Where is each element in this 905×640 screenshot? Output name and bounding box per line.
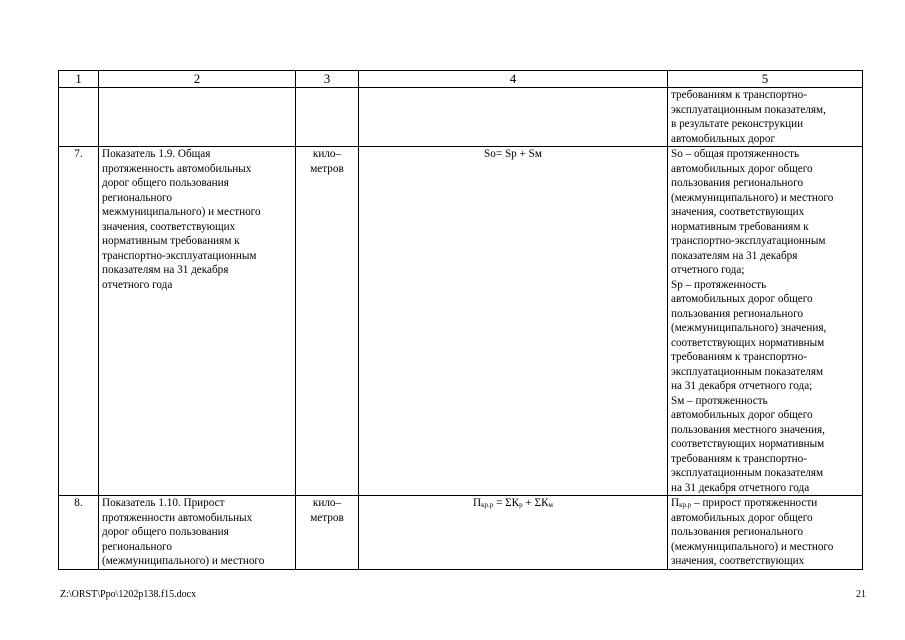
description-line: автомобильных дорог общего	[671, 293, 813, 305]
unit-line: кило–	[312, 497, 342, 509]
indicator-name-line: протяженность автомобильных	[102, 162, 252, 175]
indicator-name-line: Показатель 1.9. Общая	[102, 148, 211, 160]
description-line: требованиям к транспортно-	[671, 351, 807, 363]
indicator-name-line: нормативным требованиям к	[102, 235, 240, 247]
indicator-name-line: (межмуниципального) и местного	[102, 555, 265, 567]
table-header-row	[59, 71, 863, 88]
description-line: $П_{кр.р}$ – прирост протяженности	[671, 497, 818, 509]
table-row-continuation	[59, 88, 863, 147]
description-line: значения, соответствующих	[671, 555, 805, 567]
page-number: 21	[856, 589, 866, 600]
indicator-name-line: дорог общего пользования	[102, 177, 229, 189]
description-line: автомобильных дорог общего	[671, 162, 813, 175]
description-line: транспортно-эксплуатационным	[671, 235, 826, 247]
description-line: соответствующих нормативным	[671, 336, 825, 349]
description-line: требованиям к транспортно-	[671, 89, 807, 101]
indicator-name-line: значения, соответствующих	[102, 220, 236, 233]
table-row-7	[59, 147, 863, 496]
indicator-name-line: транспортно-эксплуатационным	[102, 249, 257, 262]
header-cell-3: 3	[296, 71, 359, 88]
formula-cell	[359, 88, 668, 147]
description-line: эксплуатационным показателям,	[671, 103, 826, 116]
description-line: пользования регионального	[671, 526, 804, 538]
description-cell	[668, 496, 863, 570]
formula-cell	[359, 496, 668, 570]
indicator-name-line: регионального	[102, 540, 172, 553]
indicator-name-cell	[99, 496, 296, 570]
description-line: требованиям к транспортно-	[671, 452, 807, 465]
unit-line: метров	[310, 162, 344, 175]
description-line: пользования регионального	[671, 307, 804, 320]
indicator-name-line: Показатель 1.10. Прирост	[102, 497, 225, 509]
header-cell-4: 4	[359, 71, 668, 88]
description-line: автомобильных дорог	[671, 132, 776, 145]
description-line: пользования регионального	[671, 177, 804, 189]
unit-cell	[296, 88, 359, 147]
formula-cell: Sо= Sр + Sм	[359, 147, 668, 496]
description-line: автомобильных дорог общего	[671, 409, 813, 421]
indicator-name-line: показателям на 31 декабря	[102, 264, 229, 276]
unit-cell	[296, 496, 359, 570]
unit-line: метров	[310, 511, 344, 524]
description-line: соответствующих нормативным	[671, 438, 825, 450]
indicator-name-line: межмуниципального) и местного	[102, 206, 261, 218]
description-line: (межмуниципального) и местного	[671, 191, 834, 204]
description-line: нормативным требованиям к	[671, 220, 809, 233]
indicator-name-line: дорог общего пользования	[102, 526, 229, 538]
table-row-8	[59, 496, 863, 570]
description-line: на 31 декабря отчетного года;	[671, 380, 813, 392]
indicator-name-line: протяженности автомобильных	[102, 511, 253, 524]
row-number-cell	[59, 88, 99, 147]
header-cell-1: 1	[59, 71, 99, 88]
unit-line: кило–	[312, 148, 342, 160]
row-number-cell: 8.	[59, 496, 99, 570]
indicator-table	[58, 70, 863, 570]
indicator-name-cell	[99, 88, 296, 147]
description-cell	[668, 147, 863, 496]
indicator-name-line: отчетного года	[102, 278, 173, 291]
indicator-name-cell	[99, 147, 296, 496]
unit-cell	[296, 147, 359, 496]
header-cell-5: 5	[668, 71, 863, 88]
description-line: на 31 декабря отчетного года	[671, 481, 810, 494]
description-cell	[668, 88, 863, 147]
description-line: (межмуниципального) и местного	[671, 540, 834, 553]
description-line: показателям на 31 декабря	[671, 249, 798, 262]
description-line: Sм – протяженность	[671, 394, 768, 407]
description-line: Sр – протяженность	[671, 278, 767, 291]
description-line: пользования местного значения,	[671, 423, 825, 436]
description-line: в результате реконструкции	[671, 118, 804, 130]
header-cell-2: 2	[99, 71, 296, 88]
description-line: эксплуатационным показателям	[671, 467, 824, 479]
description-line: Sо – общая протяженность	[671, 148, 800, 160]
row-number-cell: 7.	[59, 147, 99, 496]
indicator-name-line: регионального	[102, 191, 172, 204]
description-line: отчетного года;	[671, 264, 745, 276]
description-line: эксплуатационным показателям	[671, 365, 824, 378]
description-line: (межмуниципального) значения,	[671, 322, 827, 334]
description-line: значения, соответствующих	[671, 206, 805, 218]
description-line: автомобильных дорог общего	[671, 511, 813, 524]
footer-file-path: Z:\ORST\Ppo\1202p138.f15.docx	[60, 589, 197, 600]
formula-text: $П_{кр.р} = \Sigma К_р + \Sigma К_м$	[473, 497, 553, 509]
